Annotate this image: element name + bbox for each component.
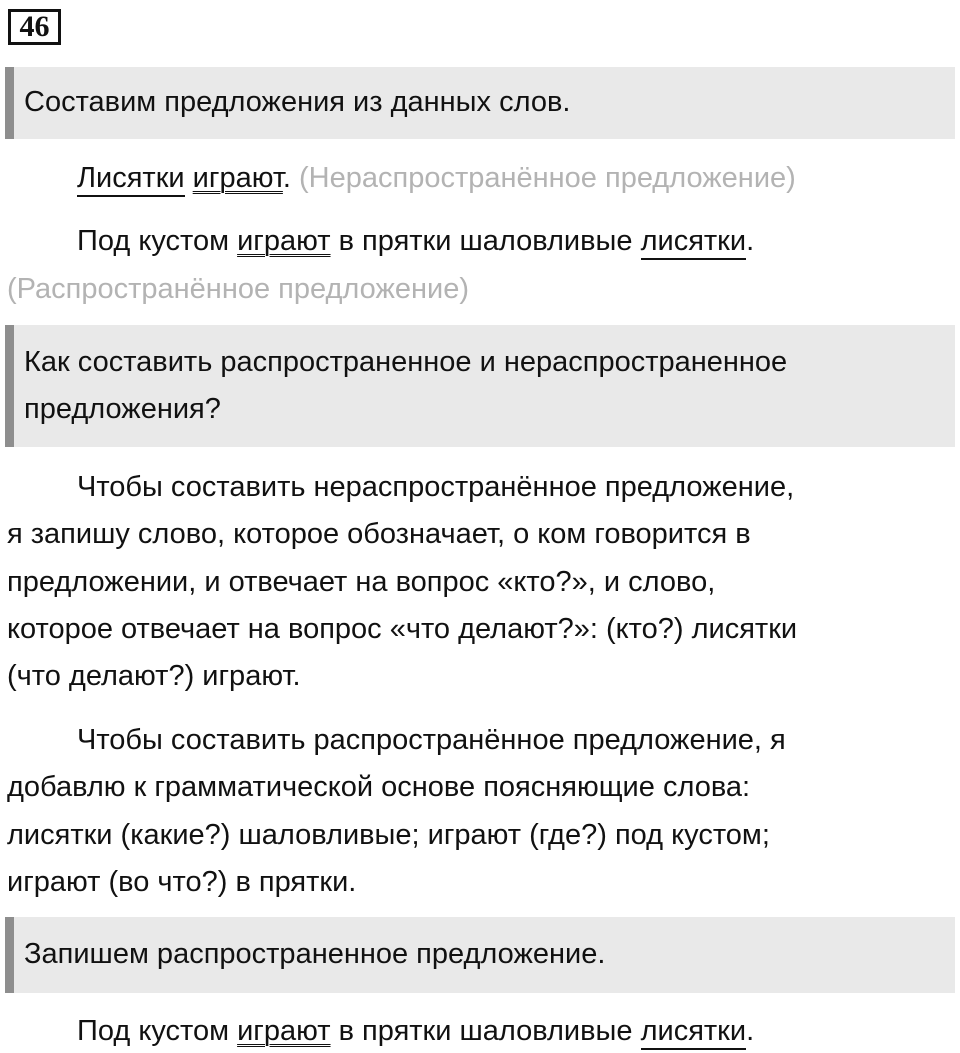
predicate-word: играют: [192, 162, 283, 194]
paragraph-1-line-1: Чтобы составить нераспространённое предложение,: [77, 471, 795, 503]
predicate-word: играют: [237, 1015, 331, 1047]
paragraph-1-line-3: предложении, и отвечает на вопрос «кто?», и слово,: [7, 566, 716, 598]
sentence-3-part2: в прятки шаловливые: [338, 1015, 633, 1047]
paragraph-2-line-1: Чтобы составить распространённое предложение, я: [77, 724, 786, 756]
sentence-2-part2: в прятки шаловливые: [338, 225, 633, 257]
paragraph-2-line-2: добавлю к грамматической основе поясняющие слова:: [7, 771, 751, 803]
sentence-end: .: [282, 162, 291, 194]
question-block-1: [5, 67, 955, 139]
predicate-word: играют: [237, 225, 331, 257]
sentence-2: [77, 221, 754, 261]
paragraph-1-line-2: я запишу слово, которое обозначает, о ком говорится в: [7, 518, 751, 550]
sentence-1-note: (Нераспространённое предложение): [299, 162, 796, 194]
subject-word: лисятки: [641, 225, 747, 260]
sentence-2-note: (Распространённое предложение): [7, 273, 469, 305]
question-2-line-2: предложения?: [24, 393, 221, 425]
paragraph-1-line-4: которое отвечает на вопрос «что делают?»: (кто?) лисятки: [7, 613, 798, 645]
sentence-3: [77, 1011, 754, 1051]
sentence-1: [77, 158, 796, 198]
subject-word: Лисятки: [77, 162, 185, 197]
sentence-end: .: [746, 225, 755, 257]
sentence-2-part1: Под кустом: [77, 225, 230, 257]
paragraph-2-line-3: лисятки (какие?) шаловливые; играют (где?) под кустом;: [7, 819, 770, 851]
subject-word: лисятки: [641, 1015, 747, 1050]
question-3-text: Запишем распространенное предложение.: [24, 938, 606, 970]
question-block-3: [5, 917, 955, 993]
paragraph-1-line-5: (что делают?) играют.: [7, 660, 301, 692]
sentence-end: .: [746, 1015, 755, 1047]
sentence-3-part1: Под кустом: [77, 1015, 230, 1047]
question-2-line-1: Как составить распространенное и нераспространенное: [24, 346, 788, 378]
question-block-2: [5, 325, 955, 447]
paragraph-2-line-4: играют (во что?) в прятки.: [7, 866, 357, 898]
question-1-text: Составим предложения из данных слов.: [24, 86, 571, 118]
task-number-badge: 46: [8, 9, 61, 45]
